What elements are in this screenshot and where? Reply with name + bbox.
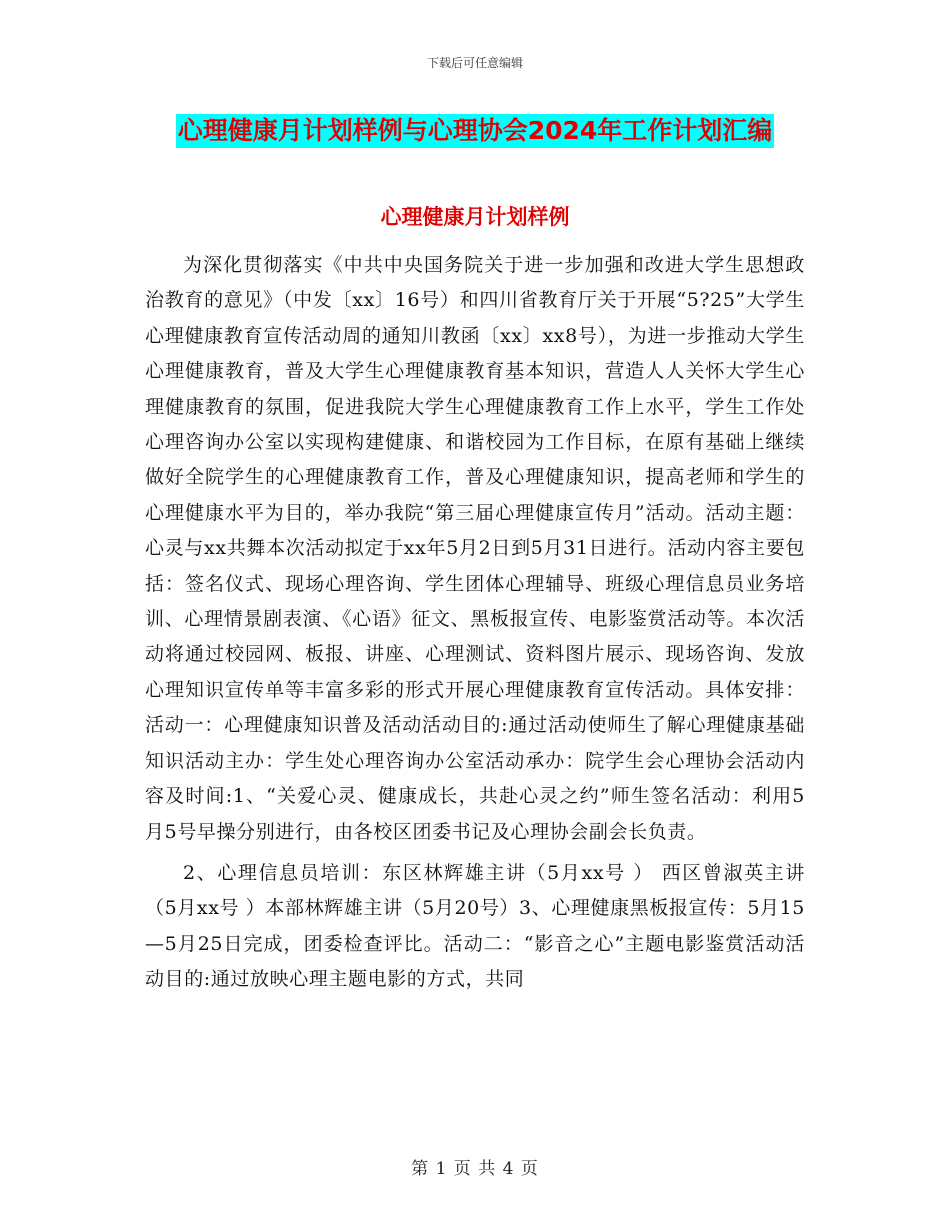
paragraph: 为深化贯彻落实《中共中央国务院关于进一步加强和改进大学生思想政治教育的意见》（中发〔xx〕16号）和四川省教育厅关于开展“5?25”大学生心理健康教育宣传活动周的通知川教函〔xx〕xx8号），为进一步推动大学生心理健康教育，普及大学生心理健康教育基本知识，营造人人关怀大学生心理健康教育的氛围，促进我院大学生心理健康教育工作上水平，学生工作处心理咨询办公室以实现构建健康、和谐校园为工作目标，在原有基础上继续做好全院学生的心理健康教育工作，普及心理健康知识，提高老师和学生的心理健康水平为目的，举办我院“第三届心理健康宣传月”活动。活动主题：心灵与xx共舞本次活动拟定于xx年5月2日到5月31日进行。活动内容主要包括：签名仪式、现场心理咨询、学生团体心理辅导、班级心理信息员业务培训、心理情景剧表演、《心语》征文、黑板报宣传、电影鉴赏活动等。本次活动将通过校园网、板报、讲座、心理测试、资料图片展示、现场咨询、发放心理知识宣传单等丰富多彩的形式开展心理健康教育宣传活动。具体安排：活动一：心理健康知识普及活动活动目的:通过活动使师生了解心理健康基础知识活动主办：学生处心理咨询办公室活动承办：院学生会心理协会活动内容及时间:1、“关爱心灵、健康成长，共赴心灵之约”师生签名活动：利用5月5号早操分别进行，由各校区团委书记及心理协会副会长负责。 — [145, 254, 805, 843]
document-title-text: 心理健康月计划样例与心理协会2024年工作计划汇编 — [176, 114, 775, 148]
section-title: 心理健康月计划样例 — [380, 205, 570, 229]
paragraph: 2、心理信息员培训：东区林辉雄主讲（5月xx号 ） 西区曾淑英主讲（5月xx号 ）本部林辉雄主讲（5月20号）3、心理健康黑板报宣传：5月15—5月25日完成，团委检查评比。活动二：“影音之心”主题电影鉴赏活动活动目的:通过放映心理主题电影的方式，共同 — [145, 861, 805, 991]
document-body — [145, 248, 805, 1004]
document-title — [0, 114, 950, 148]
page-footer: 第 1 页 共 4 页 — [411, 1159, 539, 1179]
header-note: 下载后可任意编辑 — [426, 56, 523, 70]
